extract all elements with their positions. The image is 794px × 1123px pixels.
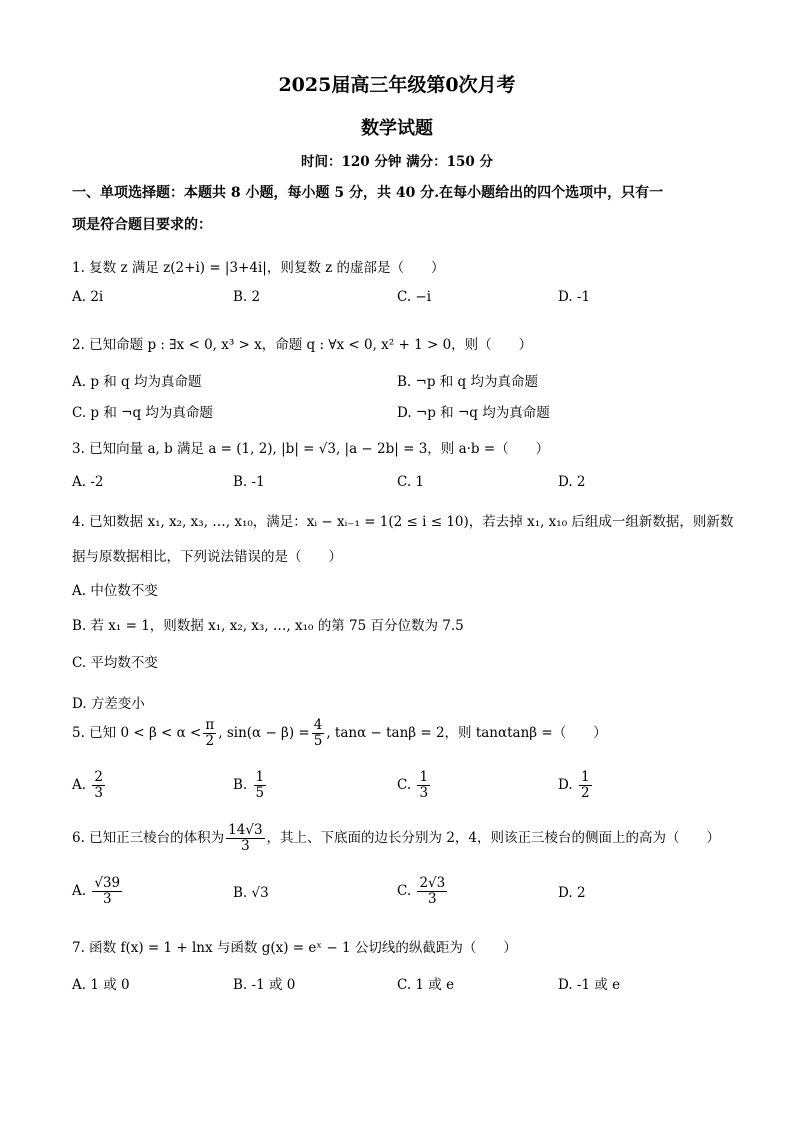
question-7-option-a: A. 1 或 0 [72,977,130,993]
question-7-option-b: B. -1 或 0 [233,977,296,993]
fraction-denominator: 3 [428,890,437,907]
fraction-numerator: √39 [94,875,121,891]
exam-subject: 数学试题 [361,118,433,139]
option-fraction [92,770,105,801]
fraction-denominator: 3 [241,837,250,854]
question-2-option-d: D. ¬p 和 ¬q 均为真命题 [397,405,550,421]
option-label: B. [233,776,248,793]
option-label: C. [397,776,412,793]
option-fraction [579,770,592,801]
question-4-option-d: D. 方差变小 [72,696,145,712]
option-label: C. [397,882,412,899]
option-value: √3 [251,885,269,901]
exam-title: 2025届高三年级第0次月考 [278,74,516,96]
question-4-stem-line1: 4. 已知数据 x₁, x₂, x₃, …, x₁₀，满足：xᵢ − xᵢ₋₁ = 1(2 ≤ i ≤ 10)，若去掉 x₁, x₁₀ 后组成一组新数据，则新数 [72,514,734,530]
section-heading-line1: 一、单项选择题：本题共 8 小题，每小题 5 分，共 40 分.在每小题给出的四个选项中，只有一 [72,185,664,201]
option-label: D. [558,885,573,901]
question-2-option-b: B. ¬p 和 q 均为真命题 [397,374,538,390]
question-2-option-c: C. p 和 ¬q 均为真命题 [72,405,213,421]
question-5-fraction-4-over-5 [312,718,325,749]
question-2-option-a: A. p 和 q 均为真命题 [72,374,202,390]
question-5-option-b [233,770,268,801]
question-7-stem: 7. 函数 f(x) = 1 + lnx 与函数 g(x) = eˣ − 1 公切线的纵截距为（ ） [72,940,517,956]
fraction-numerator: 14√3 [228,822,263,838]
fraction-numerator: 1 [580,769,590,785]
question-6-option-b [233,885,269,901]
section-heading-line2: 项是符合题目要求的： [72,217,212,233]
question-6-option-a [72,876,124,907]
fraction-numerator: π [205,717,215,733]
exam-meta: 时间：120 分钟 满分：150 分 [301,154,493,170]
question-7-option-d: D. -1 或 e [558,977,621,993]
question-3-option-b: B. -1 [233,474,265,490]
question-6-stem-part-b: ，其上、下底面的边长分别为 2，4，则该正三棱台的侧面上的高为（ ） [266,829,721,846]
option-fraction [417,876,447,907]
question-1-option-a: A. 2i [72,289,104,305]
question-5-option-a [72,770,107,801]
question-1-option-c: C. −i [397,289,432,305]
question-1-option-b: B. 2 [233,289,261,305]
fraction-denominator: 5 [313,732,323,749]
fraction-numerator: 2 [94,769,103,785]
fraction-numerator: 1 [419,769,429,785]
question-1-stem: 1. 复数 z 满足 z(2+i) = |3+4i|，则复数 z 的虚部是（ ） [72,260,445,276]
question-4-option-c: C. 平均数不变 [72,655,158,671]
question-5-option-c [397,770,432,801]
option-label: A. [72,776,87,793]
question-6-option-d [558,885,586,901]
question-5-stem-part-b: , sin(α − β) = [218,724,310,741]
question-1-option-d: D. -1 [558,289,591,305]
option-label: B. [233,885,248,901]
option-value: 2 [576,885,586,901]
question-4-option-a: A. 中位数不变 [72,583,158,599]
question-5-stem [72,718,607,749]
question-3-stem: 3. 已知向量 a, b 满足 a = (1, 2), |b| = √3, |a − 2b| = 3，则 a·b =（ ） [72,441,550,457]
question-2-stem: 2. 已知命题 p : ∃x < 0, x³ > x，命题 q : ∀x < 0, x² + 1 > 0，则（ ） [72,337,533,353]
question-5-option-d [558,770,594,801]
question-3-option-c: C. 1 [397,474,425,490]
fraction-numerator: 2√3 [419,875,446,891]
question-6-stem-part-a: 6. 已知正三棱台的体积为 [72,829,225,846]
question-3-option-a: A. -2 [72,474,104,490]
fraction-denominator: 2 [580,784,590,801]
option-fraction [254,770,267,801]
fraction-denominator: 3 [102,890,112,907]
question-7-option-c: C. 1 或 e [397,977,455,993]
question-4-stem-line2: 据与原数据相比，下列说法错误的是（ ） [72,549,342,565]
fraction-denominator: 2 [205,732,215,749]
question-4-option-b: B. 若 x₁ = 1，则数据 x₁, x₂, x₃, …, x₁₀ 的第 75 百分位数为 7.5 [72,618,464,634]
fraction-numerator: 1 [255,769,265,785]
question-5-stem-part-c: , tanα − tanβ = 2，则 tanαtanβ =（ ） [326,724,607,741]
option-label: A. [72,882,87,899]
question-3-option-d: D. 2 [558,474,586,490]
question-6-fraction-volume [226,823,264,854]
fraction-denominator: 3 [419,784,429,801]
question-5-stem-part-a: 5. 已知 0 < β < α < [72,724,202,741]
fraction-denominator: 3 [94,784,103,801]
question-6-option-c [397,876,449,907]
question-5-fraction-pi-over-2 [203,718,216,749]
question-6-stem [72,823,720,854]
option-fraction [92,876,122,907]
fraction-denominator: 5 [255,784,265,801]
option-label: D. [558,776,573,793]
fraction-numerator: 4 [313,717,323,733]
option-fraction [417,770,430,801]
